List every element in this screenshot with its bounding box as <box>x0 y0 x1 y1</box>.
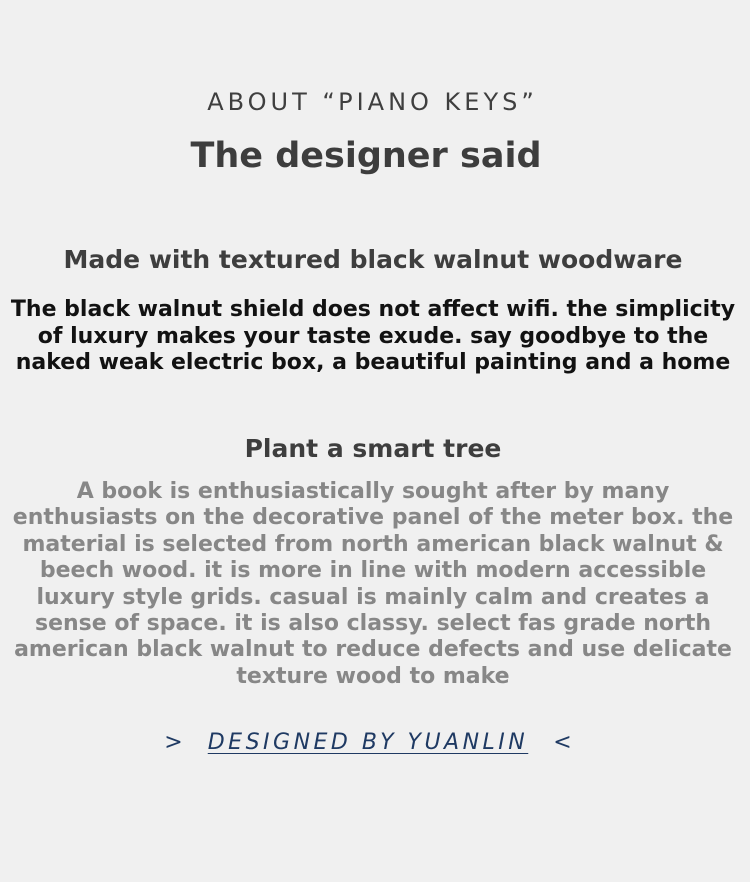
right-chevron-icon: > <box>164 730 183 755</box>
designer-signature <box>0 728 736 758</box>
section-heading-walnut: Made with textured black walnut woodware <box>63 245 683 274</box>
section-body-walnut: The black walnut shield does not affect wifi. the simplicity of luxury makes your taste exude. say goodbye to the naked weak electric box, a beautiful painting and a home <box>10 297 736 375</box>
page-title: The designer said <box>190 136 542 176</box>
section-heading-smart-tree: Plant a smart tree <box>244 434 502 463</box>
left-chevron-icon: < <box>553 730 572 755</box>
designer-credit: DESIGNED BY YUANLIN <box>207 730 529 755</box>
section-body-smart-tree: A book is enthusiastically sought after by many enthusiasts on the decorative panel of the meter box. the material is selected from north american black walnut & beech wood. it is more in line with modern accessible luxury style grids. casual is mainly calm and creates a sense of space. it is also classy. select fas grade north american black walnut to reduce defects and use delicate texture wood to make <box>12 479 734 689</box>
section-eyebrow: ABOUT “PIANO KEYS” <box>207 88 538 116</box>
